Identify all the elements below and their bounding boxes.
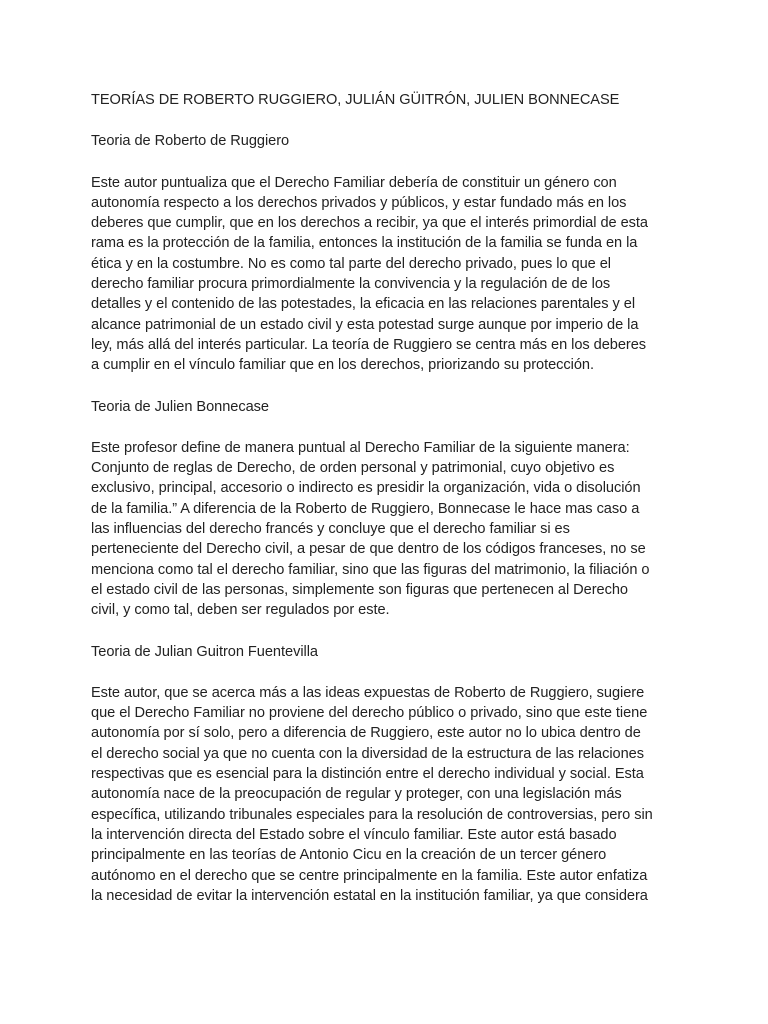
- section-heading-ruggiero: Teoria de Roberto de Ruggiero: [91, 133, 290, 150]
- section-heading-bonnecase: Teoria de Julien Bonnecase: [91, 398, 270, 415]
- section-body-bonnecase: Este profesor define de manera puntual al Derecho Familiar de la siguiente manera: Conjunto de reglas de Derecho, de orden personal y patrimonial, cuyo objetivo es exclusivo, principal, accesorio o indirecto es presidir la organización, vida o disolución de la familia.” A diferencia de la Roberto de Ruggiero, Bonnecase le hace mas caso a las influencias del derecho francés y concluye que el derecho familiar si es perteneciente del Derecho civil, a pesar de que dentro de los códigos franceses, no se menciona como tal el derecho familiar, sino que las figuras del matrimonio, la filiación o el estado civil de las personas, simplemente son figuras que pertenecen al Derecho civil, y como tal, deben ser regulados por este.: [91, 439, 650, 619]
- section-heading-guitron: Teoria de Julian Guitron Fuentevilla: [91, 643, 318, 660]
- section-body-guitron: Este autor, que se acerca más a las ideas expuestas de Roberto de Ruggiero, sugiere que el Derecho Familiar no proviene del derecho público o privado, sino que este tiene autonomía por sí solo, pero a diferencia de Ruggiero, este autor no lo ubica dentro de el derecho social ya que no cuenta con la diversidad de la estructura de las relaciones respectivas que es esencial para la distinción entre el derecho individual y social. Esta autonomía nace de la preocupación de regular y proteger, con una legislación más específica, utilizando tribunales especiales para la resolución de controversias, pero sin la intervención directa del Estado sobre el vínculo familiar. Este autor está basado principalmente en las teorías de Antonio Cicu en la creación de un tercer género autónomo en el derecho que se centre principalmente en la familia. Este autor enfatiza la necesidad de evitar la intervención estatal en la institución familiar, ya que considera: [91, 684, 653, 904]
- section-body-ruggiero: Este autor puntualiza que el Derecho Familiar debería de constituir un género con autonomía respecto a los derechos privados y públicos, y estar fundado más en los deberes que cumplir, que en los derechos a recibir, ya que el interés primordial de esta rama es la protección de la familia, entonces la institución de la familia se funda en la ética y en la costumbre. No es como tal parte del derecho privado, pues lo que el derecho familiar procura primordialmente la convivencia y la regulación de de los detalles y el contenido de las potestades, la eficacia en las relaciones parentales y el alcance patrimonial de un estado civil y esta potestad surge aunque por imperio de la ley, más allá del interés particular. La teoría de Ruggiero se centra más en los deberes a cumplir en el vínculo familiar que en los derechos, priorizando su protección.: [91, 174, 648, 374]
- document-title: TEORÍAS DE ROBERTO RUGGIERO, JULIÁN GÜITRÓN, JULIEN BONNECASE: [91, 92, 620, 108]
- document-content: [91, 90, 681, 927]
